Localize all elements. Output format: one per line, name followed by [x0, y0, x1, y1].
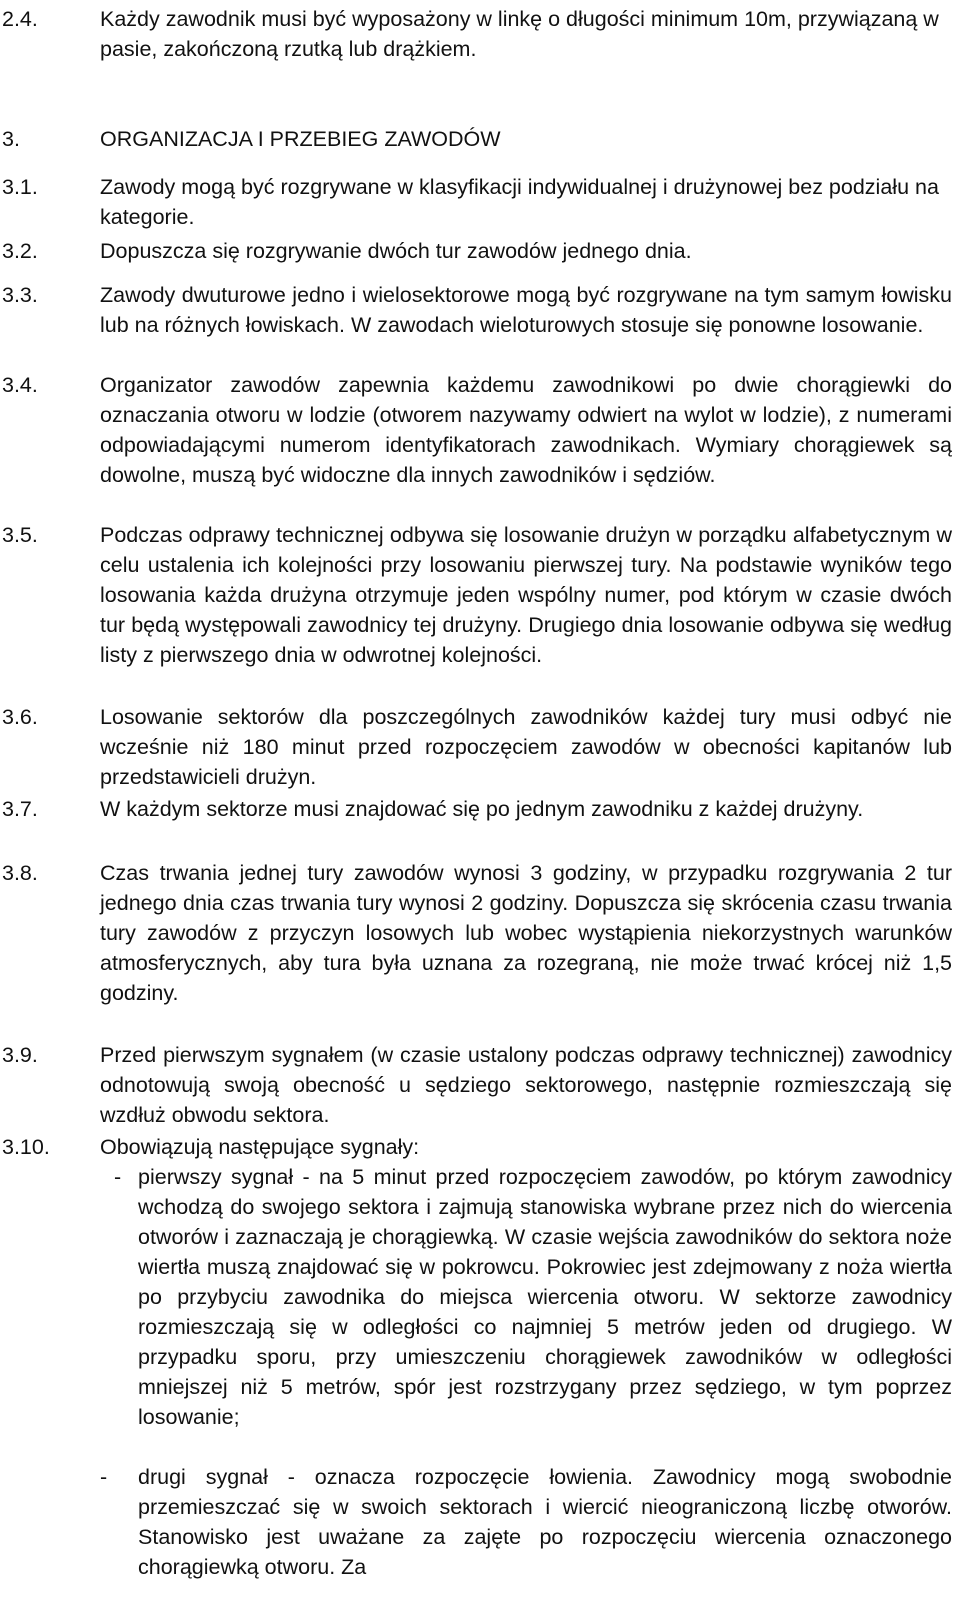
section-number: 3.7.: [2, 797, 38, 821]
section-text: Obowiązują następujące sygnały:: [100, 1135, 420, 1159]
section-number: 3.4.: [2, 373, 38, 397]
signal-text: drugi sygnał - oznacza rozpoczęcie łowienia. Zawodnicy mogą swobodnie przemieszczać się w swoich sektorach i wiercić nieograniczoną liczbę otworów. Stanowisko jest uważane za zajęte po rozpoczęciu wiercenia oznaczonego chorągiewką otworu. Za: [138, 1465, 952, 1579]
section-number: 3.8.: [2, 861, 38, 885]
section-number: 3.5.: [2, 523, 38, 547]
section-text: Losowanie sektorów dla poszczególnych zawodników każdej tury musi odbyć nie wcześnie niż 180 minut przed rozpoczęciem zawodów w obecności kapitanów lub przedstawicieli drużyn.: [100, 705, 952, 789]
section-text: W każdym sektorze musi znajdować się po jednym zawodniku z każdej drużyny.: [100, 797, 864, 821]
list-dash: -: [100, 1465, 108, 1489]
section-text: Czas trwania jednej tury zawodów wynosi 3 godziny, w przypadku rozgrywania 2 tur jednego dnia czas trwania tury wynosi 2 godziny. Dopuszcza się skrócenia czasu trwania tury zawodów z przyczyn losowych lub wobec wystąpienia niekorzystnych warunków atmosferycznych, aby tura była uznana za rozegraną, nie może trwać krócej niż 1,5 godziny.: [100, 861, 952, 1005]
section-text: Każdy zawodnik musi być wyposażony w linkę o długości minimum 10m, przywiązaną w pasie, zakończoną rzutką lub drążkiem.: [100, 7, 939, 61]
section-text: Dopuszcza się rozgrywanie dwóch tur zawodów jednego dnia.: [100, 239, 692, 263]
section-number: 3.9.: [2, 1043, 38, 1067]
section-number: 3.1.: [2, 175, 38, 199]
section-text: Zawody dwuturowe jedno i wielosektorowe mogą być rozgrywane na tym samym łowisku lub na różnych łowiskach. W zawodach wieloturowych stosuje się ponowne losowanie.: [100, 283, 952, 337]
section-number: 3.3.: [2, 283, 38, 307]
section-heading: ORGANIZACJA I PRZEBIEG ZAWODÓW: [100, 127, 501, 151]
section-number: 3.6.: [2, 705, 38, 729]
section-text: Organizator zawodów zapewnia każdemu zawodnikowi po dwie chorągiewki do oznaczania otworu w lodzie (otworem nazywamy odwiert na wylot w lodzie), z numerami odpowiadającymi numerom identyfikatorach zawodnikach. Wymiary chorągiewek są dowolne, muszą być widoczne dla innych zawodników i sędziów.: [100, 373, 952, 487]
list-dash: -: [114, 1165, 122, 1189]
section-number: 3.10.: [2, 1135, 50, 1159]
section-text: Przed pierwszym sygnałem (w czasie ustalony podczas odprawy technicznej) zawodnicy odnotowują swoją obecność u sędziego sektorowego, następnie rozmieszczają się wzdłuż obwodu sektora.: [100, 1043, 952, 1127]
section-text: Zawody mogą być rozgrywane w klasyfikacji indywidualnej i drużynowej bez podziału na kategorie.: [100, 175, 939, 229]
section-text: Podczas odprawy technicznej odbywa się losowanie drużyn w porządku alfabetycznym w celu ustalenia ich kolejności przy losowaniu pierwszej tury. Na podstawie wyników tego losowania każda drużyna otrzymuje jeden wspólny numer, pod którym w czasie dwóch tur będą występowali zawodnicy tej drużyny. Drugiego dnia losowanie odbywa się według listy z pierwszego dnia w odwrotnej kolejności.: [100, 523, 952, 667]
section-number: 3.: [2, 127, 20, 151]
signal-text: pierwszy sygnał - na 5 minut przed rozpoczęciem zawodów, po którym zawodnicy wchodzą do swojego sektora i zajmują stanowiska wybrane przez nich do wiercenia otworów i zaznaczają je chorągiewką. W czasie wejścia zawodników do sektora noże wiertła muszą znajdować się w pokrowcu. Pokrowiec jest zdejmowany z noża wiertła po przybyciu zawodnika do miejsca wiercenia otworu. W sektorze zawodnicy rozmieszczają się w odległości co najmniej 5 metrów jeden od drugiego. W przypadku sporu, przy umieszczeniu chorągiewek zawodników w odległości mniejszej niż 5 metrów, spór jest rozstrzygany przez sędziego, w tym poprzez losowanie;: [138, 1165, 952, 1429]
section-number: 2.4.: [2, 7, 38, 31]
section-number: 3.2.: [2, 239, 38, 263]
